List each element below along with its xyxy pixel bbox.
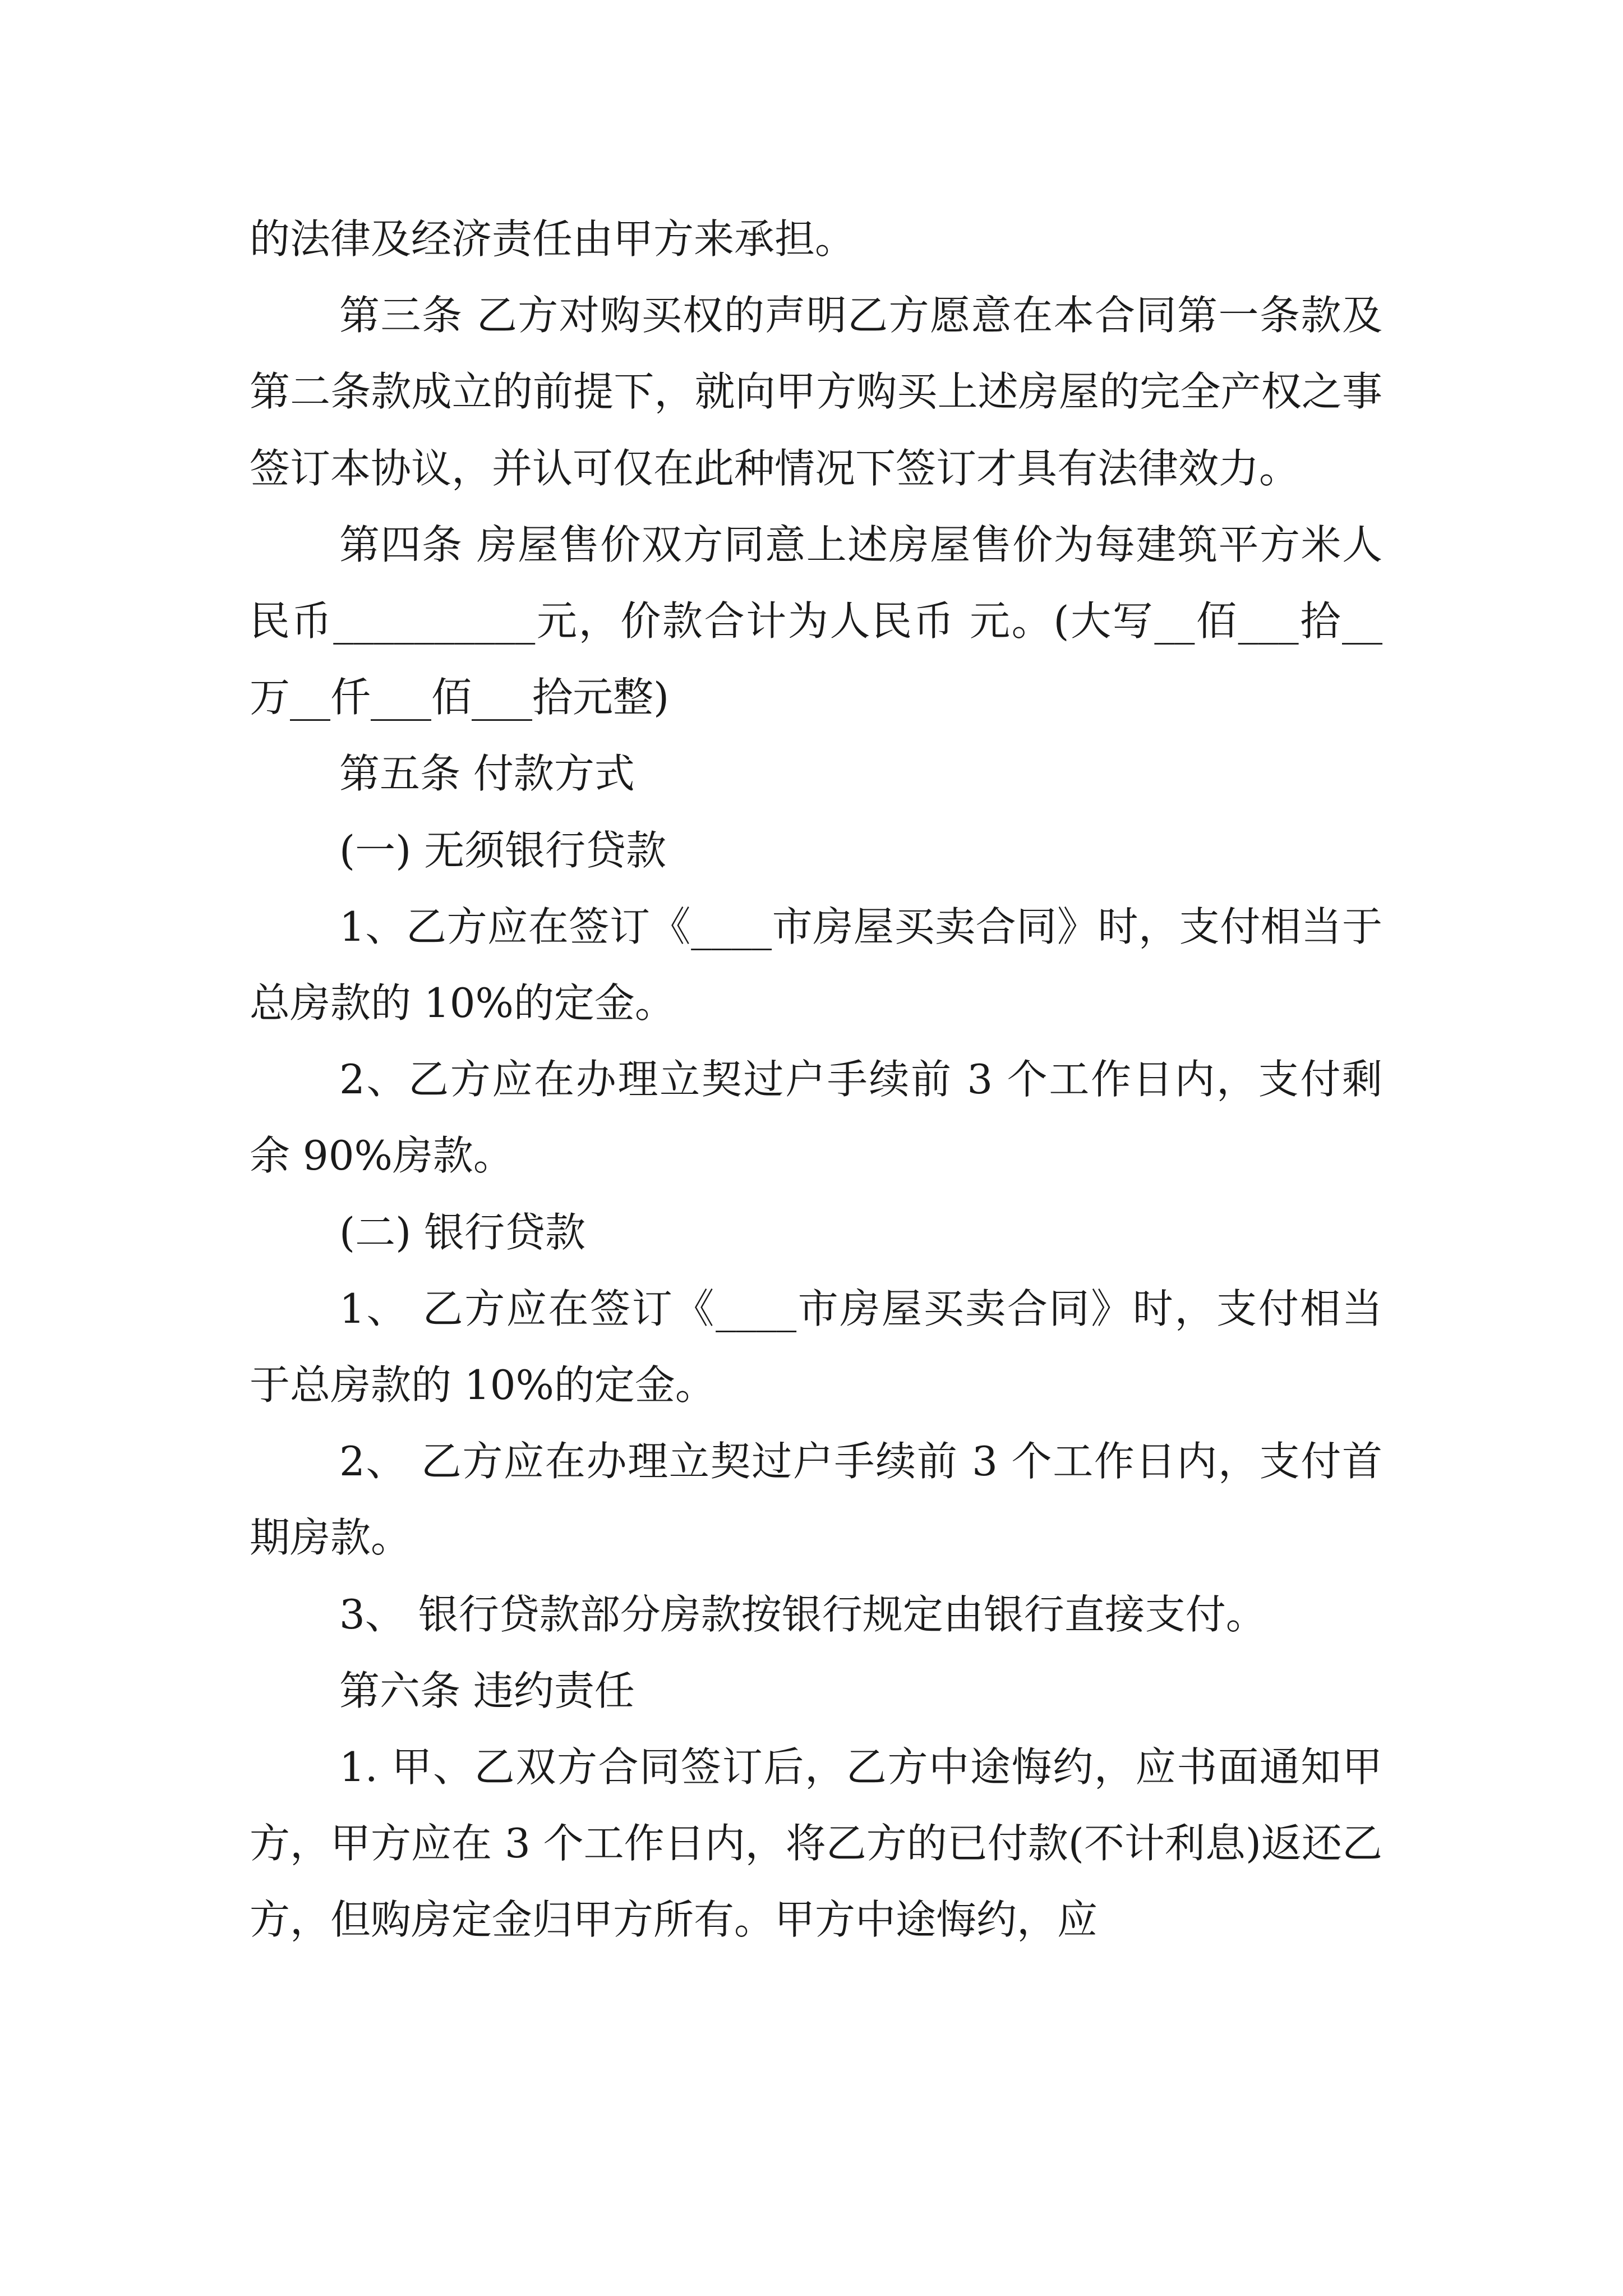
paragraph-bank-loan-item-1: 1、 乙方应在签订《____市房屋买卖合同》时，支付相当于总房款的 10%的定金。 — [250, 1285, 1382, 1409]
heading-article-5: 第五条 付款方式 — [339, 750, 635, 798]
contract-body-text — [250, 201, 1382, 1958]
paragraph-continuation: 的法律及经济责任由甲方来承担。 — [250, 215, 856, 263]
paragraph-article-3: 第三条 乙方对购买权的声明乙方愿意在本合同第一条款及第二条款成立的前提下，就向甲方购买上述房屋的完全产权之事签订本协议，并认可仅在此种情况下签订才具有法律效力。 — [250, 292, 1382, 492]
paragraph-no-loan-item-1: 1、乙方应在签订《____市房屋买卖合同》时，支付相当于总房款的 10%的定金。 — [250, 903, 1382, 1027]
paragraph-bank-loan-item-2: 2、 乙方应在办理立契过户手续前 3 个工作日内，支付首期房款。 — [250, 1438, 1382, 1562]
paragraph-no-loan-item-2: 2、乙方应在办理立契过户手续前 3 个工作日内，支付剩余 90%房款。 — [250, 1056, 1382, 1180]
heading-article-6: 第六条 违约责任 — [339, 1667, 635, 1714]
subheading-bank-loan: (二) 银行贷款 — [339, 1208, 586, 1256]
paragraph-article-4: 第四条 房屋售价双方同意上述房屋售价为每建筑平方米人民币__________元，价款合计为人民币 元。(大写__佰___拾__万__仟___佰___拾元整) — [250, 521, 1382, 721]
paragraph-breach-item-1: 1. 甲、乙双方合同签订后，乙方中途悔约，应书面通知甲方，甲方应在 3 个工作日内，将乙方的已付款(不计利息)返还乙方，但购房定金归甲方所有。甲方中途悔约，应 — [250, 1743, 1382, 1944]
paragraph-bank-loan-item-3: 3、 银行贷款部分房款按银行规定由银行直接支付。 — [339, 1590, 1266, 1638]
subheading-no-loan: (一) 无须银行贷款 — [339, 826, 667, 874]
